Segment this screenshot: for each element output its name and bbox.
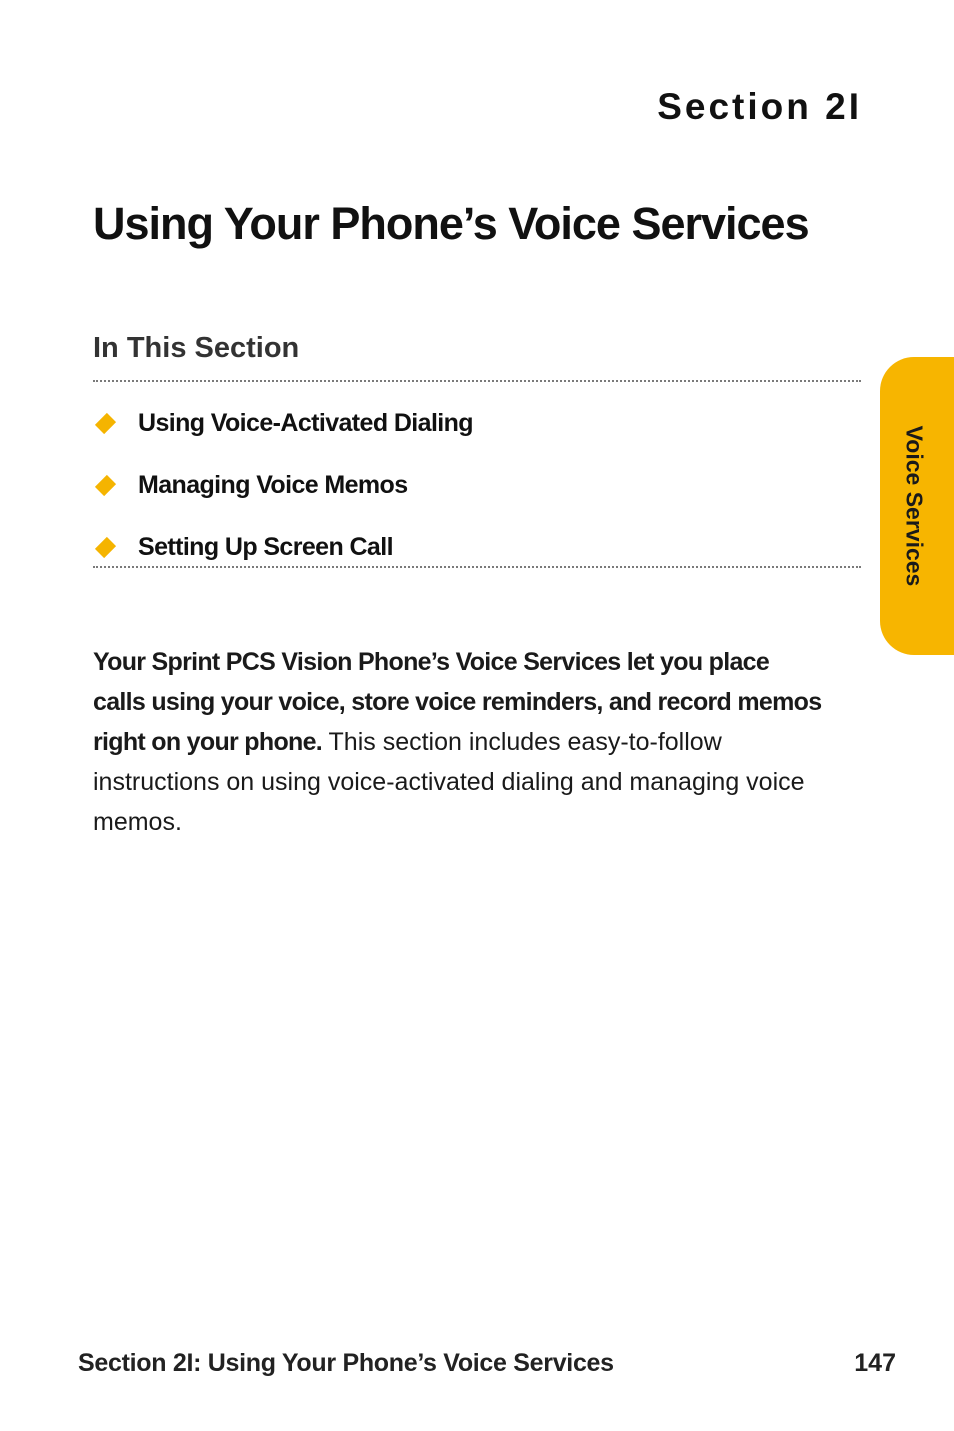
- bottom-dotted-divider: [93, 566, 861, 568]
- page-number: 147: [854, 1349, 896, 1377]
- list-item: [93, 454, 473, 516]
- diamond-icon: [95, 412, 116, 433]
- list-item: [93, 392, 473, 454]
- list-item-label: Using Voice-Activated Dialing: [138, 408, 473, 437]
- footer-title: Section 2I: Using Your Phone’s Voice Services: [78, 1349, 614, 1377]
- diamond-icon: [95, 474, 116, 495]
- intro-paragraph: [93, 642, 823, 842]
- page-title: Using Your Phone’s Voice Services: [93, 198, 809, 249]
- list-item: [93, 516, 473, 578]
- list-item-label: Managing Voice Memos: [138, 470, 408, 499]
- section-tab-label: Voice Services: [901, 425, 928, 587]
- section-label: Section 2I: [657, 86, 862, 127]
- section-contents-list: [93, 392, 473, 578]
- intro-regular-text: This section includes easy-to-follow instructions on using voice-activated dialing and managing voice memos.: [93, 728, 805, 836]
- in-this-section-heading: In This Section: [93, 332, 300, 364]
- list-item-label: Setting Up Screen Call: [138, 532, 393, 561]
- top-dotted-divider: [93, 380, 861, 382]
- diamond-icon: [95, 536, 116, 557]
- intro-bold-text: Your Sprint PCS Vision Phone’s Voice Services let you place calls using your voice, store voice reminders, and record memos right on your phone.: [93, 648, 822, 756]
